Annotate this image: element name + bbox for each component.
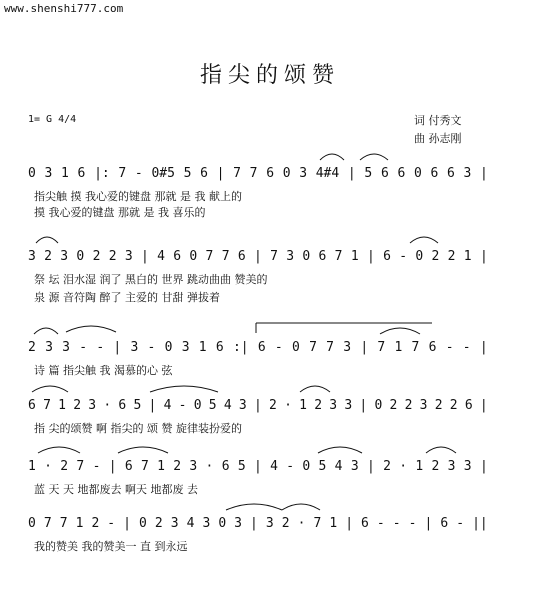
note: 2	[434, 398, 443, 413]
note: 3	[28, 249, 36, 264]
note: 3	[299, 166, 308, 181]
note: -	[96, 340, 105, 355]
note: 6	[428, 340, 437, 355]
note: 3	[463, 166, 472, 181]
note: 2	[44, 249, 52, 264]
lyric-line: 摸 我心爱的键盘 那就 是 我 喜乐的	[34, 206, 206, 219]
note: 3	[124, 249, 133, 264]
note: 3	[234, 516, 242, 531]
note: 7	[76, 459, 85, 474]
note: 5	[133, 398, 142, 413]
note: 2	[173, 459, 182, 474]
barline: |	[479, 398, 488, 413]
note: -	[134, 166, 143, 181]
note: 3	[350, 459, 359, 474]
slur-arc	[150, 386, 218, 392]
barline: |	[347, 166, 356, 181]
lyric-line: 蓝 天 天 地都废去 啊天 地都废 去	[34, 483, 198, 496]
lyric-line: 祭 坛 泪水湿 润了 黑白的 世界 跳动曲曲 赞美的	[34, 273, 268, 286]
barline: :|	[232, 340, 249, 355]
note: -	[456, 516, 465, 531]
note: 5	[237, 459, 246, 474]
barline: |	[479, 459, 488, 474]
barline: |	[360, 340, 369, 355]
note: 2	[449, 398, 458, 413]
note: 1	[350, 249, 359, 264]
note: 7	[43, 398, 51, 413]
note: 0	[28, 516, 36, 531]
note: 2	[73, 398, 82, 413]
note: 0	[218, 516, 227, 531]
note: 4	[270, 459, 278, 474]
note: 5	[364, 166, 373, 181]
note: 6	[221, 459, 230, 474]
barline: |	[113, 340, 122, 355]
lyric-line: 诗 篇 指尖触 我 渴慕的心 弦	[34, 364, 173, 377]
note: 5	[183, 166, 192, 181]
barline: |	[216, 166, 225, 181]
slur-arc	[34, 328, 58, 334]
note: 2	[28, 340, 36, 355]
note: 0	[164, 340, 173, 355]
note: 3	[265, 516, 274, 531]
note: 6	[318, 249, 327, 264]
slur-arc	[226, 504, 282, 510]
barline: |	[253, 249, 262, 264]
barline: |:	[94, 166, 110, 181]
note: 3	[44, 166, 53, 181]
barline: |	[250, 516, 258, 531]
barline: |	[253, 459, 262, 474]
barline: |	[140, 249, 149, 264]
lyric-line: 指 尖的颂赞 啊 指尖的 颂 赞 旋律装扮爱的	[34, 422, 242, 435]
slur-arc	[426, 447, 456, 453]
note: 3	[62, 340, 70, 355]
note: 4	[157, 249, 165, 264]
barline: |	[366, 249, 375, 264]
key-signature: 1= G 4/4	[28, 114, 77, 125]
note: 6	[380, 166, 389, 181]
note: 6	[440, 516, 449, 531]
note: 4	[334, 459, 343, 474]
slur-arc	[38, 447, 80, 453]
slur-arc	[282, 504, 320, 510]
note: 3	[88, 398, 97, 413]
note: 1	[415, 459, 424, 474]
note: 7	[313, 516, 322, 531]
barline: |	[479, 249, 488, 264]
note: 6	[257, 340, 266, 355]
note: 2	[383, 459, 391, 474]
note: 0#5	[151, 166, 175, 181]
note: 0	[76, 249, 85, 264]
note: 1	[28, 459, 36, 474]
note: 7	[377, 340, 386, 355]
note: 7	[334, 249, 343, 264]
note: 1	[394, 340, 403, 355]
barline: |	[424, 516, 433, 531]
slur-arc	[300, 386, 330, 392]
note: 1	[61, 166, 69, 181]
barline: |	[479, 340, 488, 355]
slur-arc	[32, 386, 68, 392]
note: 6	[200, 166, 208, 181]
note: 3	[45, 340, 53, 355]
note: 5	[318, 459, 327, 474]
note: 1	[329, 516, 338, 531]
site-url: www.shenshi777.com	[4, 2, 124, 15]
note: 3	[181, 340, 190, 355]
note: 7	[118, 166, 127, 181]
slur-arc	[318, 447, 362, 453]
note: -	[376, 516, 385, 531]
note: -	[92, 459, 101, 474]
note: 2	[431, 249, 440, 264]
note: -	[445, 340, 454, 355]
note: 0	[302, 249, 311, 264]
note: 2	[431, 459, 440, 474]
note: -	[408, 516, 417, 531]
note: 6	[28, 398, 36, 413]
slur-arc	[360, 154, 388, 160]
lyric-line: 泉 源 音符陶 醉了 主爱的 甘甜 弹拔着	[34, 291, 220, 304]
note: 3	[344, 398, 353, 413]
note: 0	[413, 166, 422, 181]
note: 4#4	[315, 166, 340, 181]
note: 3	[189, 459, 198, 474]
barline: |	[148, 398, 157, 413]
note: -	[147, 340, 156, 355]
note: 7	[43, 516, 52, 531]
note: 6	[118, 398, 127, 413]
note: -	[178, 398, 187, 413]
note: 2	[314, 398, 323, 413]
note: 3	[202, 516, 211, 531]
note: 7	[233, 166, 241, 181]
note: -	[79, 340, 88, 355]
note: 4	[163, 398, 172, 413]
slur-arc	[118, 447, 168, 453]
note: -	[392, 516, 401, 531]
note: 3	[60, 249, 69, 264]
note: 0	[292, 340, 300, 355]
note: 7	[205, 249, 214, 264]
note: ·	[297, 516, 306, 531]
song-title: 指尖的颂赞	[199, 63, 340, 88]
note: 1	[299, 398, 307, 413]
note: 6	[237, 249, 246, 264]
lyric-line: 指尖触 摸 我心爱的键盘 那就 是 我 献上的	[34, 190, 242, 203]
composer-credit: 曲 孙志刚	[414, 132, 462, 145]
barline: |	[108, 459, 117, 474]
note: 6	[447, 166, 455, 181]
note: 1	[75, 516, 84, 531]
note: 2	[404, 398, 413, 413]
note: 3	[286, 249, 295, 264]
note: 0	[28, 166, 36, 181]
barline: |	[345, 516, 354, 531]
note: 6	[397, 166, 406, 181]
slur-arc	[66, 326, 116, 332]
note: 6	[383, 249, 391, 264]
note: 2	[60, 459, 69, 474]
note: ·	[44, 459, 52, 474]
note: -	[274, 340, 283, 355]
note: 1	[463, 249, 472, 264]
note: 2	[281, 516, 290, 531]
note: 6	[266, 166, 275, 181]
note: 2	[108, 249, 117, 264]
note: ·	[103, 398, 112, 413]
note: 7	[59, 516, 68, 531]
slur-arc	[410, 237, 438, 243]
note: 2	[447, 249, 456, 264]
barline: |	[253, 398, 262, 413]
note: 6	[361, 516, 369, 531]
note: ·	[399, 459, 408, 474]
note: 5	[208, 398, 217, 413]
note: 7	[411, 340, 420, 355]
note: 3	[329, 398, 338, 413]
note: 0	[415, 249, 424, 264]
note: 2	[91, 516, 100, 531]
barline: |	[366, 459, 375, 474]
note: 3	[419, 398, 428, 413]
note: 0	[139, 516, 147, 531]
note: 2	[92, 249, 101, 264]
note: 6	[124, 459, 133, 474]
note: 3	[130, 340, 139, 355]
note: 0	[302, 459, 311, 474]
barline: |	[480, 166, 488, 181]
slur-arc	[380, 328, 420, 334]
slur-arc	[36, 237, 58, 243]
note: 6	[215, 340, 224, 355]
note: 6	[77, 166, 86, 181]
note: 4	[186, 516, 195, 531]
note: 7	[326, 340, 334, 355]
barline: ||	[472, 516, 488, 531]
lyricist-credit: 词 付秀文	[414, 114, 462, 127]
note: 1	[157, 459, 165, 474]
note: 3	[343, 340, 352, 355]
lyric-line: 我的赞美 我的赞美一 直 到永远	[34, 540, 188, 553]
note: -	[286, 459, 295, 474]
note: 2	[389, 398, 398, 413]
note: ·	[205, 459, 214, 474]
note: 7	[140, 459, 149, 474]
note: -	[107, 516, 116, 531]
slur-arc	[320, 154, 344, 160]
note: 0	[374, 398, 383, 413]
note: 6	[430, 166, 439, 181]
barline: |	[359, 398, 368, 413]
note: 3	[170, 516, 179, 531]
note: 4	[223, 398, 232, 413]
note: 7	[249, 166, 258, 181]
note: 2	[269, 398, 277, 413]
note: 3	[463, 459, 472, 474]
note: 2	[154, 516, 163, 531]
note: 7	[270, 249, 278, 264]
note: 7	[309, 340, 317, 355]
barline: |	[123, 516, 131, 531]
note: 0	[193, 398, 202, 413]
note: 3	[238, 398, 247, 413]
note: -	[399, 249, 408, 264]
note: ·	[284, 398, 292, 413]
note: 3	[447, 459, 456, 474]
note: 1	[198, 340, 207, 355]
note: 6	[173, 249, 182, 264]
note: 7	[221, 249, 230, 264]
note: 0	[282, 166, 291, 181]
note: 0	[189, 249, 198, 264]
note: 6	[464, 398, 473, 413]
note: 1	[58, 398, 66, 413]
note: -	[462, 340, 471, 355]
